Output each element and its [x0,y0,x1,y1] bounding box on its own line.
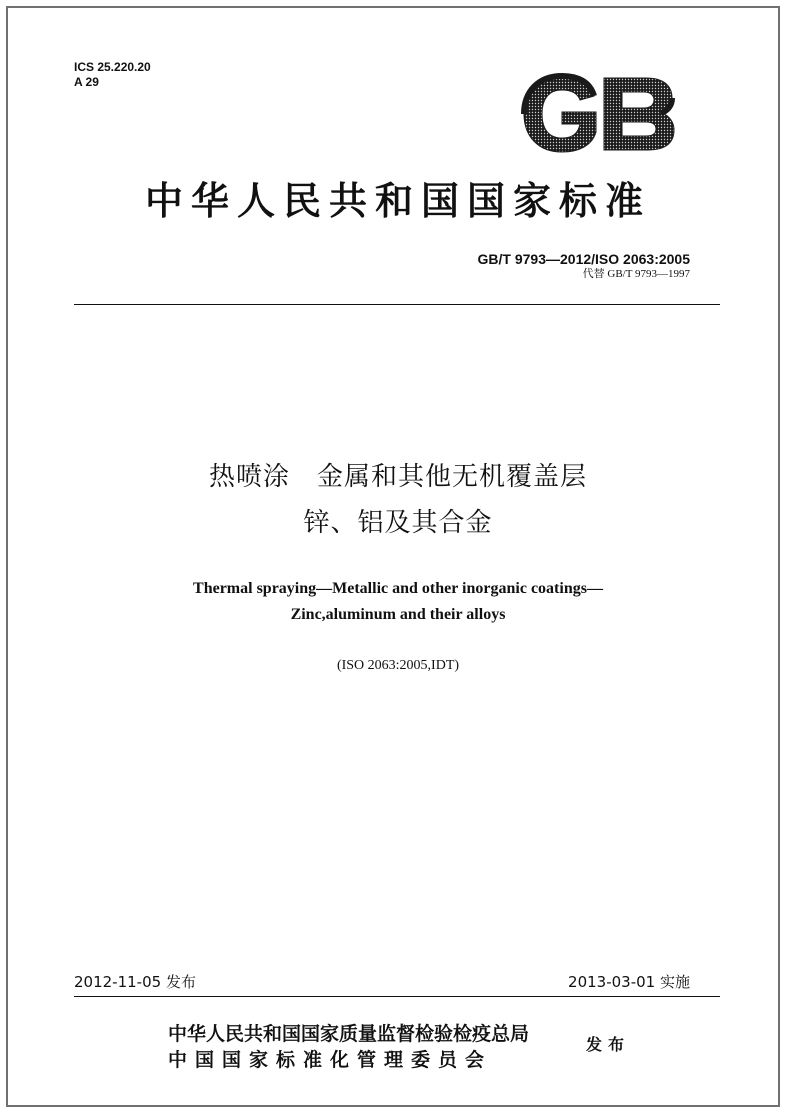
standard-number: GB/T 9793—2012/ISO 2063:2005 [477,251,690,267]
standard-category-title: 中华人民共和国国家标准 [144,179,651,223]
chinese-title-line-1: 热喷涂 金属和其他无机覆盖层 [208,462,587,492]
english-title-line-1: Thermal spraying—Metallic and other inorganic coatings— [193,580,603,597]
ics-code: ICS 25.220.20 [74,60,151,74]
issue-label: 发布 [586,1035,631,1054]
issuer-aqsiq: 中华人民共和国国家质量监督检验检疫总局 [168,1023,530,1045]
publish-date: 2012-11-05 发布 [74,973,196,991]
gb-logo-icon [516,72,678,156]
implementation-date: 2013-03-01 实施 [568,973,690,991]
english-title [48,576,748,628]
ccs-code: A 29 [74,75,99,89]
classification-codes [74,60,151,90]
iso-equivalence: (ISO 2063:2005,IDT) [336,658,460,673]
standard-cover-page [6,6,780,1107]
replaces-standard: 代替 GB/T 9793—1997 [582,268,690,280]
top-divider [74,304,720,305]
english-title-line-2: Zinc,aluminum and their alloys [290,606,506,623]
issuer-sac: 中国国家标准化管理委员会 [168,1049,493,1071]
bottom-divider [74,996,720,997]
chinese-title-line-2: 锌、铝及其合金 [303,508,493,538]
chinese-title [48,454,748,546]
